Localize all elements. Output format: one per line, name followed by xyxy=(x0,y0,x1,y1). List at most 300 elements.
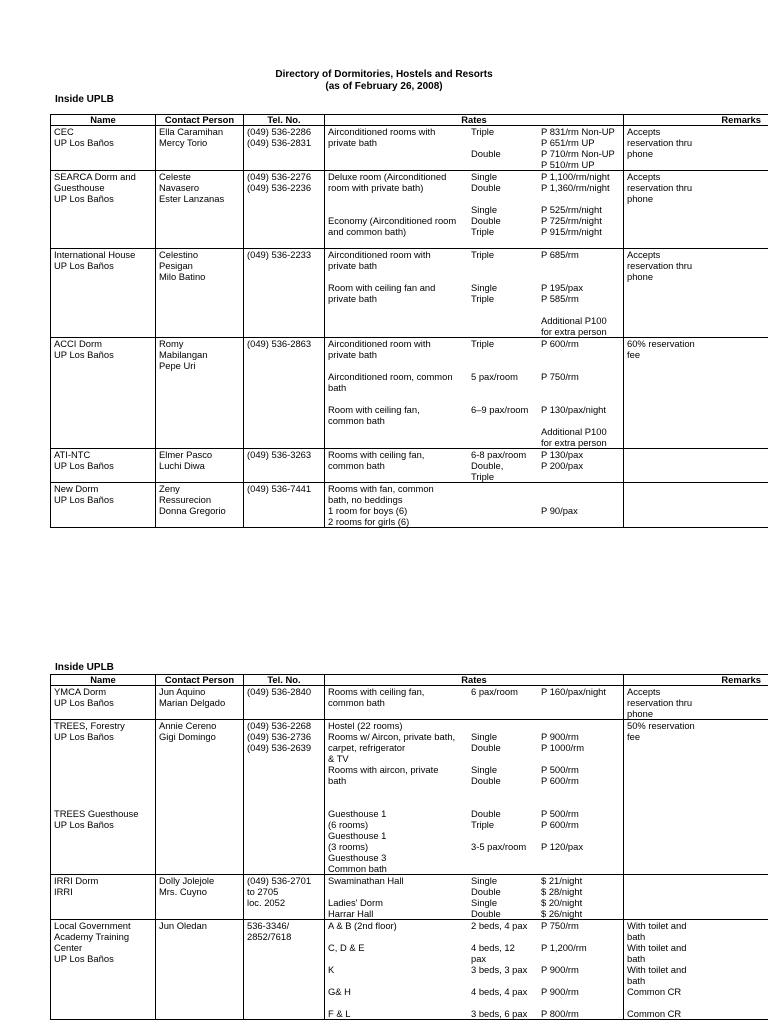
cell-rates xyxy=(325,449,624,483)
rate: P 831/rm Non-UP xyxy=(541,126,615,137)
room-type: Ladies' Dorm xyxy=(328,897,383,908)
occupancy xyxy=(471,975,541,986)
occupancy xyxy=(471,393,541,404)
remarks-line: 50% reservation xyxy=(627,720,695,731)
tel-line: loc. 2052 xyxy=(247,897,286,908)
name-line: UP Los Baños xyxy=(54,349,114,360)
room-type: carpet, refrigerator xyxy=(328,742,406,753)
remarks-line: Common CR xyxy=(627,986,682,997)
cell-contact xyxy=(156,720,244,875)
name-line: UP Los Baños xyxy=(54,731,114,742)
rate: $ 21/night xyxy=(541,875,583,886)
room-type: private bath xyxy=(328,260,377,271)
contact-line: Gigi Domingo xyxy=(159,731,216,742)
rate xyxy=(541,271,624,282)
room-type xyxy=(328,326,471,337)
cell-remarks xyxy=(624,338,768,449)
room-type xyxy=(328,204,471,215)
name-line: Academy Training xyxy=(54,931,130,942)
header-tel: Tel. No. xyxy=(244,115,325,126)
room-type: Rooms with aircon, private xyxy=(328,764,439,775)
room-type: Rooms with fan, common xyxy=(328,483,434,494)
rate: P 500/rm xyxy=(541,808,579,819)
cell-remarks xyxy=(624,920,768,1020)
document-title: Directory of Dormitories, Hostels and Resorts xyxy=(275,69,493,80)
rates-grid xyxy=(328,338,620,448)
remarks-line: fee xyxy=(627,731,641,742)
room-type xyxy=(328,193,471,204)
occupancy: Triple xyxy=(471,249,495,260)
room-type xyxy=(328,797,471,808)
occupancy: Single xyxy=(471,897,498,908)
name-line: UP Los Baños xyxy=(54,494,114,505)
tel-line: (049) 536-3263 xyxy=(247,449,312,460)
contact-line: Ester Lanzanas xyxy=(159,193,225,204)
occupancy xyxy=(471,271,541,282)
occupancy xyxy=(471,304,541,315)
rates-grid xyxy=(328,449,620,482)
occupancy xyxy=(471,997,541,1008)
rate: P 710/rm Non-UP xyxy=(541,148,615,159)
occupancy: Single xyxy=(471,875,498,886)
header-tel: Tel. No. xyxy=(244,675,325,686)
occupancy xyxy=(471,315,541,326)
rate xyxy=(541,471,624,482)
room-type: common bath xyxy=(328,697,385,708)
occupancy xyxy=(471,426,541,437)
occupancy: 3-5 pax/room xyxy=(471,841,527,852)
name-line: IRRI xyxy=(54,886,73,897)
occupancy: Single xyxy=(471,764,498,775)
table-row xyxy=(51,126,768,171)
name-line: YMCA Dorm xyxy=(54,686,107,697)
remarks-line: Accepts xyxy=(627,249,661,260)
tel-line: (049) 536-2831 xyxy=(247,137,312,148)
room-type: Airconditioned room with xyxy=(328,338,431,349)
cell-contact xyxy=(156,171,244,249)
occupancy: Single xyxy=(471,731,498,742)
contact-line: Luchi Diwa xyxy=(159,460,205,471)
occupancy xyxy=(471,753,541,764)
cell-remarks xyxy=(624,171,768,249)
room-type: room with private bath) xyxy=(328,182,424,193)
occupancy: 6 pax/room xyxy=(471,686,518,697)
name-line xyxy=(54,742,152,753)
occupancy xyxy=(471,505,541,516)
occupancy xyxy=(471,863,541,874)
table-row xyxy=(51,686,768,720)
header-remarks: Remarks xyxy=(624,115,768,126)
cell-rates xyxy=(325,171,624,249)
occupancy: Single xyxy=(471,282,498,293)
contact-line: Navasero xyxy=(159,182,200,193)
remarks-line: Accepts xyxy=(627,126,661,137)
room-type xyxy=(328,953,471,964)
name-line xyxy=(54,764,152,775)
remarks-line: With toilet and xyxy=(627,942,687,953)
rate xyxy=(541,193,624,204)
occupancy xyxy=(471,830,541,841)
name-line xyxy=(54,753,152,764)
cell-contact xyxy=(156,686,244,720)
rate: P 915/rm/night xyxy=(541,226,602,237)
cell-contact xyxy=(156,338,244,449)
room-type: A & B (2nd floor) xyxy=(328,920,397,931)
name-line: TREES, Forestry xyxy=(54,720,125,731)
room-type xyxy=(328,360,471,371)
rate xyxy=(541,786,624,797)
cell-contact xyxy=(156,483,244,528)
document-subtitle: (as of February 26, 2008) xyxy=(325,81,443,92)
rate: P 1,200/rm xyxy=(541,942,587,953)
cell-name xyxy=(51,126,156,171)
rate: P 130/pax xyxy=(541,449,584,460)
remarks-line: fee xyxy=(627,349,641,360)
rate xyxy=(541,830,624,841)
cell-rates xyxy=(325,126,624,171)
name-line xyxy=(54,863,152,874)
occupancy xyxy=(471,326,541,337)
room-type: Swaminathan Hall xyxy=(328,875,404,886)
room-type xyxy=(328,997,471,1008)
occupancy: Triple xyxy=(471,293,495,304)
rate xyxy=(541,997,624,1008)
occupancy xyxy=(471,494,541,505)
rate: Additional P100 xyxy=(541,426,607,437)
cell-name xyxy=(51,338,156,449)
tel-line: (049) 536-7441 xyxy=(247,483,312,494)
room-type: bath xyxy=(328,382,347,393)
occupancy: 6-8 pax/room xyxy=(471,449,527,460)
room-type: Airconditioned room with xyxy=(328,249,431,260)
cell-remarks xyxy=(624,449,768,483)
rate xyxy=(541,349,624,360)
room-type: Rooms w/ Aircon, private bath, xyxy=(328,731,456,742)
remarks-line: Accepts xyxy=(627,171,661,182)
rate: for extra person xyxy=(541,437,607,448)
rates-grid xyxy=(328,920,620,1019)
cell-contact xyxy=(156,249,244,338)
name-line: IRRI Dorm xyxy=(54,875,99,886)
contact-line: Zeny xyxy=(159,483,180,494)
remarks-line: reservation thru xyxy=(627,182,693,193)
room-type xyxy=(328,786,471,797)
remarks-line xyxy=(627,997,766,1008)
occupancy: Triple xyxy=(471,126,495,137)
name-line: UP Los Baños xyxy=(54,697,114,708)
cell-tel xyxy=(244,338,325,449)
name-line: Guesthouse xyxy=(54,182,105,193)
room-type xyxy=(328,393,471,404)
remarks-line: reservation thru xyxy=(627,137,693,148)
rate: P 195/pax xyxy=(541,282,584,293)
remarks-line: Common CR xyxy=(627,1008,682,1019)
room-type: common bath xyxy=(328,415,385,426)
section-label: Inside UPLB xyxy=(55,662,114,673)
rate: P 160/pax/night xyxy=(541,686,606,697)
header-rates: Rates xyxy=(325,675,624,686)
header-contact: Contact Person xyxy=(156,675,244,686)
contact-line: Marian Delgado xyxy=(159,697,226,708)
room-type xyxy=(328,159,471,170)
occupancy: 6–9 pax/room xyxy=(471,404,529,415)
contact-line: Celestino xyxy=(159,249,199,260)
rate: P 600/rm xyxy=(541,775,579,786)
rates-grid xyxy=(328,686,620,719)
contact-line: Mercy Torio xyxy=(159,137,208,148)
room-type: Hostel (22 rooms) xyxy=(328,720,403,731)
cell-remarks xyxy=(624,720,768,875)
rate: P 651/rm UP xyxy=(541,137,595,148)
room-type xyxy=(328,271,471,282)
rate: P 600/rm xyxy=(541,338,579,349)
remarks-line: bath xyxy=(627,931,646,942)
rate: P 200/pax xyxy=(541,460,584,471)
room-type: (3 rooms) xyxy=(328,841,369,852)
room-type: Guesthouse 3 xyxy=(328,852,387,863)
occupancy xyxy=(471,137,541,148)
tel-line: 2852/7618 xyxy=(247,931,292,942)
room-type: private bath xyxy=(328,137,377,148)
rate xyxy=(541,382,624,393)
rate xyxy=(541,863,624,874)
occupancy: Triple xyxy=(471,338,495,349)
rate: for extra person xyxy=(541,326,607,337)
room-type: Rooms with ceiling fan, xyxy=(328,449,425,460)
header-rates: Rates xyxy=(325,115,624,126)
cell-tel xyxy=(244,875,325,920)
occupancy xyxy=(471,852,541,863)
occupancy: Double xyxy=(471,808,501,819)
occupancy: Single xyxy=(471,204,498,215)
tel-line: (049) 536-2863 xyxy=(247,338,312,349)
rates-grid xyxy=(328,249,620,337)
tel-line: (049) 536-2701 xyxy=(247,875,312,886)
cell-contact xyxy=(156,126,244,171)
name-line: CEC xyxy=(54,126,74,137)
name-line: SEARCA Dorm and xyxy=(54,171,136,182)
rates-grid xyxy=(328,171,620,248)
occupancy xyxy=(471,437,541,448)
room-type: Rooms with ceiling fan, xyxy=(328,686,425,697)
cell-tel xyxy=(244,126,325,171)
cell-rates xyxy=(325,249,624,338)
rate: P 685/rm xyxy=(541,249,579,260)
room-type xyxy=(328,975,471,986)
rate xyxy=(541,360,624,371)
occupancy xyxy=(471,159,541,170)
occupancy xyxy=(471,516,541,527)
name-line xyxy=(54,786,152,797)
room-type: G& H xyxy=(328,986,351,997)
rate xyxy=(541,393,624,404)
contact-line: Milo Batino xyxy=(159,271,206,282)
cell-name xyxy=(51,920,156,1020)
rate: P 800/rm xyxy=(541,1008,579,1019)
header-name: Name xyxy=(51,675,156,686)
room-type xyxy=(328,304,471,315)
remarks-line: phone xyxy=(627,193,654,204)
cell-name xyxy=(51,875,156,920)
name-line: Local Government xyxy=(54,920,131,931)
tel-line: 536-3346/ xyxy=(247,920,290,931)
rates-grid xyxy=(328,720,620,874)
rate: $ 26/night xyxy=(541,908,583,919)
contact-line: Donna Gregorio xyxy=(159,505,226,516)
table-row xyxy=(51,338,768,449)
cell-name xyxy=(51,483,156,528)
name-line xyxy=(54,775,152,786)
room-type xyxy=(328,426,471,437)
tel-line: (049) 536-2268 xyxy=(247,720,312,731)
contact-line: Mrs. Cuyno xyxy=(159,886,207,897)
room-type: (6 rooms) xyxy=(328,819,369,830)
tel-line: (049) 536-2736 xyxy=(247,731,312,742)
remarks-line: reservation thru xyxy=(627,260,693,271)
contact-line: Pesigan xyxy=(159,260,193,271)
remarks-line: 60% reservation xyxy=(627,338,695,349)
contact-line: Annie Cereno xyxy=(159,720,217,731)
room-type: common bath xyxy=(328,460,385,471)
tel-line: (049) 536-2233 xyxy=(247,249,312,260)
rate xyxy=(541,975,624,986)
room-type: bath, no beddings xyxy=(328,494,403,505)
directory-table xyxy=(50,674,768,1020)
occupancy: pax xyxy=(471,953,487,964)
rate xyxy=(541,483,624,494)
rate: P 120/pax xyxy=(541,841,584,852)
room-type: and common bath) xyxy=(328,226,407,237)
rates-grid xyxy=(328,483,620,527)
tel-line: (049) 536-2840 xyxy=(247,686,312,697)
name-line: ACCI Dorm xyxy=(54,338,102,349)
occupancy xyxy=(471,931,541,942)
occupancy: Double xyxy=(471,182,501,193)
rate: P 750/rm xyxy=(541,371,579,382)
room-type xyxy=(328,148,471,159)
cell-tel xyxy=(244,686,325,720)
occupancy: 4 beds, 12 xyxy=(471,942,515,953)
room-type xyxy=(328,886,471,897)
rate: P 90/pax xyxy=(541,505,578,516)
contact-line: Dolly Jolejole xyxy=(159,875,215,886)
cell-rates xyxy=(325,920,624,1020)
tel-line: (049) 536-2639 xyxy=(247,742,312,753)
name-line: Center xyxy=(54,942,83,953)
name-line xyxy=(54,841,152,852)
rate xyxy=(541,852,624,863)
occupancy: Triple xyxy=(471,471,495,482)
header-remarks: Remarks xyxy=(624,675,768,686)
rate xyxy=(541,931,624,942)
remarks-line: With toilet and xyxy=(627,920,687,931)
rate xyxy=(541,494,624,505)
name-line: UP Los Baños xyxy=(54,137,114,148)
table-row xyxy=(51,720,768,875)
cell-rates xyxy=(325,338,624,449)
occupancy xyxy=(471,786,541,797)
cell-contact xyxy=(156,875,244,920)
rate: P 130/pax/night xyxy=(541,404,606,415)
cell-name xyxy=(51,171,156,249)
room-type xyxy=(328,471,471,482)
room-type: & TV xyxy=(328,753,349,764)
room-type: Airconditioned rooms with xyxy=(328,126,436,137)
room-type: K xyxy=(328,964,335,975)
room-type: F & L xyxy=(328,1008,351,1019)
rate: P 500/rm xyxy=(541,764,579,775)
occupancy xyxy=(471,415,541,426)
remarks-line: phone xyxy=(627,271,654,282)
tel-line: (049) 536-2286 xyxy=(247,126,312,137)
table-row xyxy=(51,449,768,483)
rate: P 900/rm xyxy=(541,731,579,742)
name-line: UP Los Baños xyxy=(54,953,114,964)
cell-contact xyxy=(156,449,244,483)
room-type: bath xyxy=(328,775,347,786)
occupancy: Single xyxy=(471,171,498,182)
tel-line: to 2705 xyxy=(247,886,279,897)
occupancy: 4 beds, 4 pax xyxy=(471,986,528,997)
room-type: 1 room for boys (6) xyxy=(328,505,408,516)
remarks-line: bath xyxy=(627,975,646,986)
remarks-line: With toilet and xyxy=(627,964,687,975)
name-line xyxy=(54,797,152,808)
room-type: Harrar Hall xyxy=(328,908,374,919)
contact-line: Mabilangan xyxy=(159,349,208,360)
rate: P 750/rm xyxy=(541,920,579,931)
occupancy xyxy=(471,797,541,808)
occupancy: 3 beds, 3 pax xyxy=(471,964,528,975)
room-type: Airconditioned room, common xyxy=(328,371,453,382)
header-contact: Contact Person xyxy=(156,115,244,126)
remarks-line: phone xyxy=(627,148,654,159)
name-line: TREES Guesthouse xyxy=(54,808,139,819)
rate: P 510/rm UP xyxy=(541,159,595,170)
rate: $ 28/night xyxy=(541,886,583,897)
occupancy: Double xyxy=(471,886,501,897)
contact-line: Ressurecion xyxy=(159,494,212,505)
tel-line: (049) 536-2236 xyxy=(247,182,312,193)
rate: $ 20/night xyxy=(541,897,583,908)
directory-table xyxy=(50,114,768,528)
cell-rates xyxy=(325,483,624,528)
occupancy: Double xyxy=(471,908,501,919)
name-line: UP Los Baños xyxy=(54,260,114,271)
cell-tel xyxy=(244,171,325,249)
rate: P 600/rm xyxy=(541,819,579,830)
room-type: Guesthouse 1 xyxy=(328,830,387,841)
occupancy xyxy=(471,349,541,360)
rate xyxy=(541,697,624,708)
contact-line: Jun Oledan xyxy=(159,920,207,931)
name-line: International House xyxy=(54,249,136,260)
occupancy xyxy=(471,237,541,248)
occupancy xyxy=(471,708,541,719)
rate: P 900/rm xyxy=(541,986,579,997)
occupancy: Double, xyxy=(471,460,504,471)
occupancy xyxy=(471,720,541,731)
header-name: Name xyxy=(51,115,156,126)
cell-name xyxy=(51,449,156,483)
remarks-line: Accepts xyxy=(627,686,661,697)
occupancy xyxy=(471,483,541,494)
cell-remarks xyxy=(624,875,768,920)
cell-rates xyxy=(325,720,624,875)
rate xyxy=(541,304,624,315)
rate xyxy=(541,720,624,731)
rate: Additional P100 xyxy=(541,315,607,326)
